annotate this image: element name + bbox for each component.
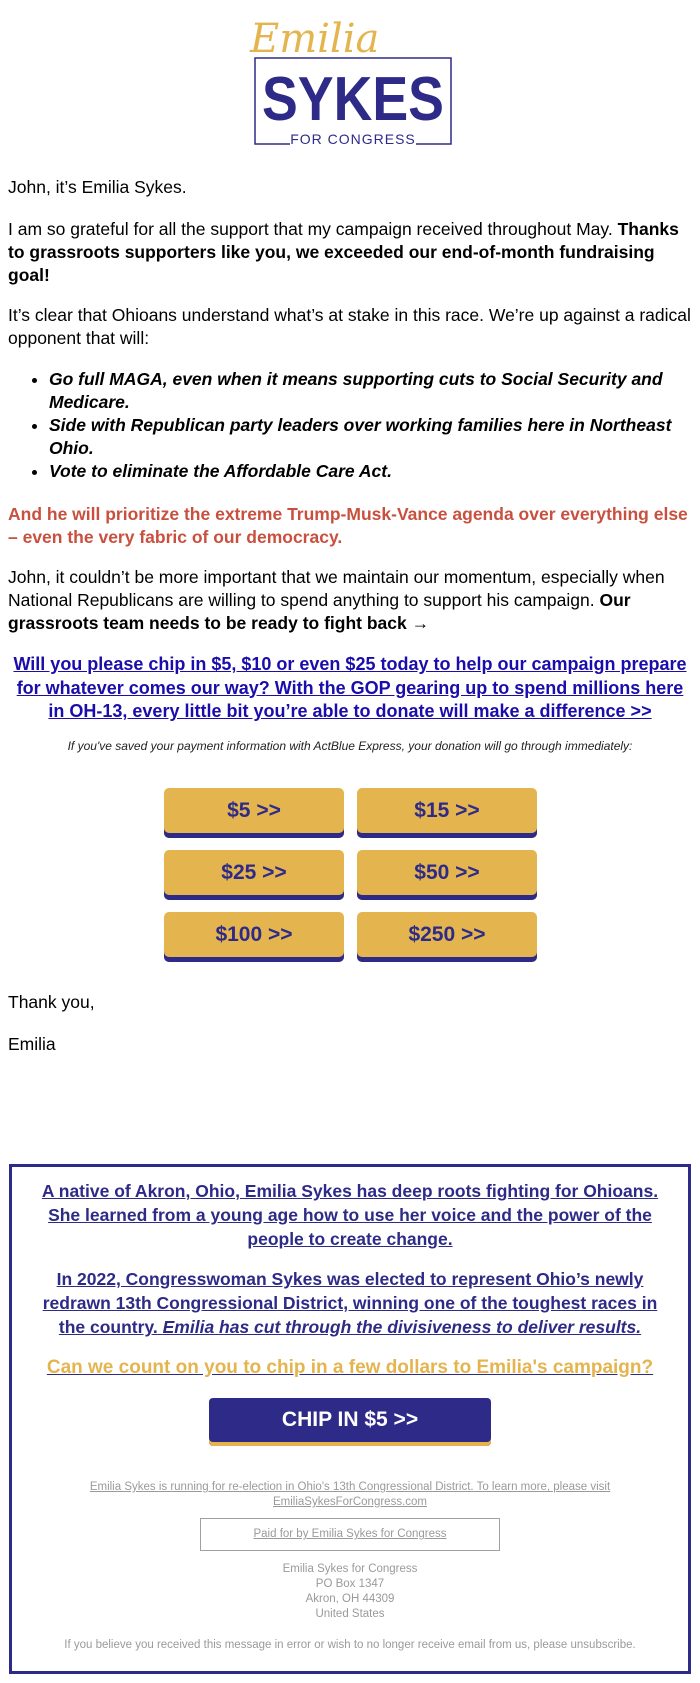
paragraph-stakes: It’s clear that Ohioans understand what’s at stake in this race. We’re up against a radical opponent that will:	[8, 305, 691, 348]
bio-link-2[interactable]	[30, 1267, 670, 1339]
disclaimer-link[interactable]: Emilia Sykes is running for re-election in Ohio's 13th Congressional District. To learn more, please visit EmiliaSykesForCongress.com	[89, 1481, 611, 1508]
warning-paragraph: And he will prioritize the extreme Trump-Musk-Vance agenda over everything else – even the very fabric of our democracy.	[8, 504, 688, 547]
donate-cta-link[interactable]: Will you please chip in $5, $10 or even $25 today to help our campaign prepare for whatever comes our way? With the GOP gearing up to spend millions here in OH-13, every little bit you’re able to donate will make a difference >>	[13, 654, 687, 721]
donate-25-button[interactable]: $25 >>	[164, 850, 344, 900]
unsubscribe-text[interactable]: If you believe you received this message in error or wish to no longer receive email from us, please unsubscribe.	[64, 1639, 636, 1651]
signature: Emilia	[8, 1034, 56, 1054]
donate-15-button[interactable]: $15 >>	[357, 788, 537, 838]
actblue-note: If you've saved your payment information with ActBlue Express, your donation will go through immediately:	[67, 739, 633, 753]
address-line: Akron, OH 44309	[305, 1593, 395, 1605]
paid-for-box	[200, 1518, 500, 1551]
opponent-bullet-list	[8, 368, 692, 483]
address-line: PO Box 1347	[315, 1578, 385, 1590]
campaign-logo	[0, 0, 700, 160]
paragraph-momentum	[8, 566, 692, 635]
paragraph-support	[8, 218, 692, 287]
greeting: John, it’s Emilia Sykes.	[8, 177, 187, 197]
address-line: United States	[315, 1608, 385, 1620]
bio-link-2-italic: Emilia has cut through the divisiveness to deliver results.	[162, 1317, 642, 1337]
donate-5-button[interactable]: $5 >>	[164, 788, 344, 838]
bio-link-1[interactable]: A native of Akron, Ohio, Emilia Sykes has deep roots fighting for Ohioans. She learned from a young age how to use her voice and the power of the people to create change.	[41, 1181, 659, 1249]
chip-in-question-link[interactable]: Can we count on you to chip in a few dollars to Emilia's campaign?	[46, 1357, 654, 1378]
address-line: Emilia Sykes for Congress	[282, 1563, 418, 1575]
donate-250-button[interactable]: $250 >>	[357, 912, 537, 962]
logo-tagline: FOR CONGRESS	[290, 131, 416, 147]
donate-100-button[interactable]: $100 >>	[164, 912, 344, 962]
paragraph-momentum-bold: Our grassroots team needs to be ready to fight back →	[8, 590, 631, 633]
paragraph-support-text: I am so grateful for all the support that my campaign received throughout May.	[8, 219, 613, 239]
chip-in-5-button[interactable]: CHIP IN $5 >>	[209, 1398, 491, 1446]
bio-link-2-text: In 2022, Congresswoman Sykes was elected to represent Ohio’s newly redrawn 13th Congressional District, winning one of the toughest races in the country.	[42, 1269, 658, 1337]
closing: Thank you,	[8, 992, 95, 1012]
mailing-address	[60, 1562, 640, 1622]
logo-script-name: Emilia	[250, 16, 380, 62]
logo-name: SYKES	[262, 65, 444, 134]
paragraph-support-bold: Thanks to grassroots supporters like you, we exceeded our end-of-month fundraising goal!	[8, 219, 679, 285]
bullet-item: • Vote to eliminate the Affordable Care Act.	[49, 460, 692, 483]
donate-50-button[interactable]: $50 >>	[357, 850, 537, 900]
bullet-item: • Go full MAGA, even when it means supporting cuts to Social Security and Medicare.	[49, 368, 692, 414]
paid-for-link[interactable]: Paid for by Emilia Sykes for Congress	[253, 1528, 447, 1540]
bullet-item: • Side with Republican party leaders over working families here in Northeast Ohio.	[49, 414, 692, 460]
paragraph-momentum-text: John, it couldn’t be more important that we maintain our momentum, especially when National Republicans are willing to spend anything to support his campaign.	[8, 567, 665, 610]
